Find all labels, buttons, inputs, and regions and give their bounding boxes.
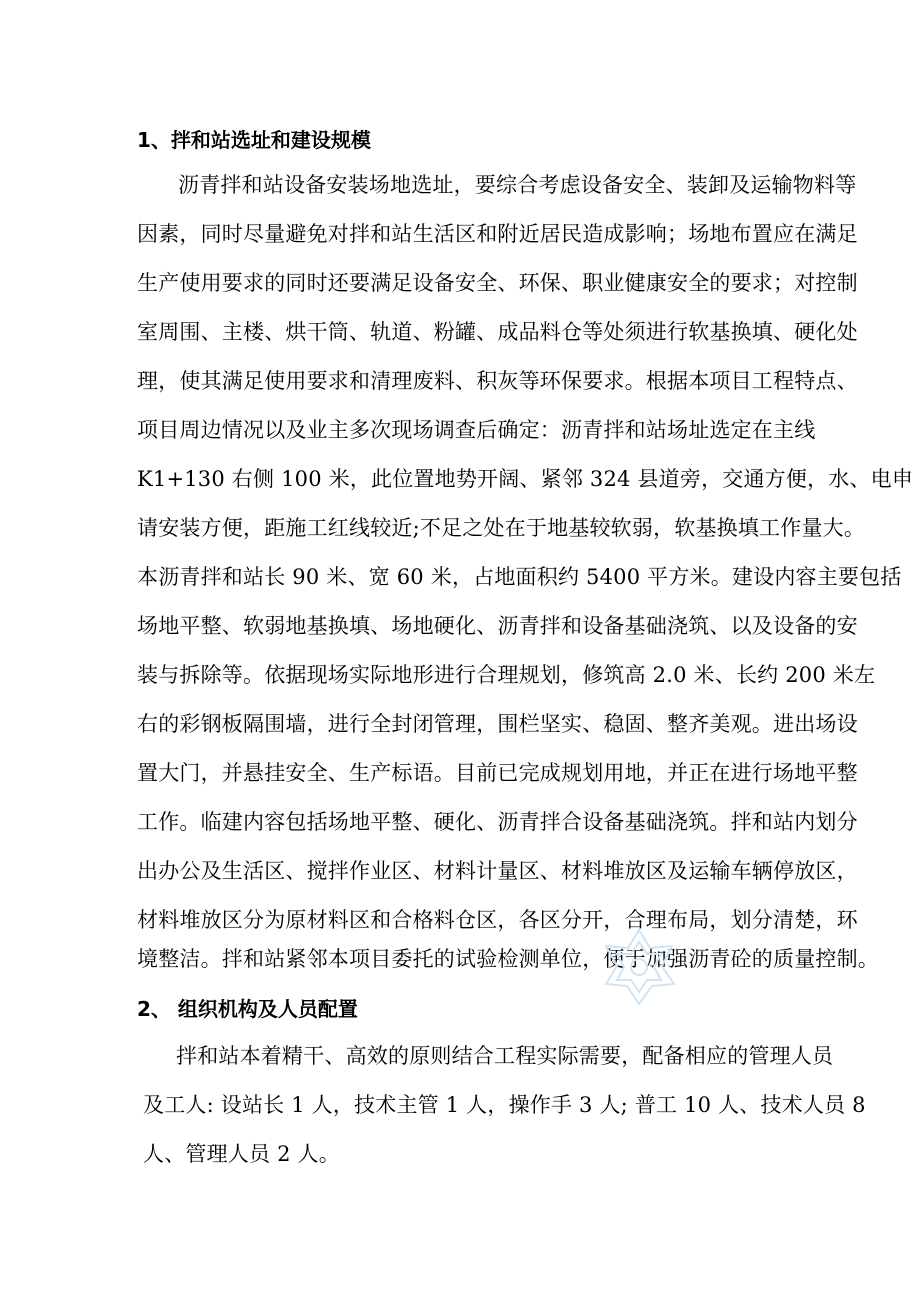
section-1-line: 因素，同时尽量避免对拌和站生活区和附近居民造成影响；场地布置应在满足 xyxy=(137,222,858,246)
section-1-line: 本沥青拌和站长 90 米、宽 60 米，占地面积约 5400 平方米。建设内容主要包括 xyxy=(137,565,902,589)
section-1-line: 材料堆放区分为原材料区和合格料仓区，各区分开，合理布局，划分清楚，环 xyxy=(137,908,858,932)
section-2-line: 拌和站本着精干、高效的原则结合工程实际需要，配备相应的管理人员 xyxy=(176,1044,834,1068)
section-1-line: 工作。临建内容包括场地平整、硬化、沥青拌合设备基础浇筑。拌和站内划分 xyxy=(137,810,858,834)
section-1-line: 理，使其满足使用要求和清理废料、积灰等环保要求。根据本项目工程特点、 xyxy=(137,369,858,393)
section-1-line: 室周围、主楼、烘干筒、轨道、粉罐、成品料仓等处须进行软基换填、硬化处 xyxy=(137,320,858,344)
section-1-line: K1+130 右侧 100 米，此位置地势开阔、紧邻 324 县道旁，交通方便，水、电申 xyxy=(137,467,914,491)
section-1-line: 项目周边情况以及业主多次现场调查后确定：沥青拌和站场址选定在主线 xyxy=(137,418,816,442)
section-1-line: 生产使用要求的同时还要满足设备安全、环保、职业健康安全的要求；对控制 xyxy=(137,271,858,295)
section-2-line: 人、管理人员 2 人。 xyxy=(143,1142,340,1166)
watermark-icon xyxy=(598,926,680,1008)
section-1-line: 装与拆除等。依据现场实际地形进行合理规划，修筑高 2.0 米、长约 200 米左 xyxy=(137,663,876,687)
section-2-heading: 2、 组织机构及人员配置 xyxy=(137,997,358,1021)
section-1-line: 沥青拌和站设备安装场地选址，要综合考虑设备安全、装卸及运输物料等 xyxy=(178,173,857,197)
section-1-line: 境整洁。拌和站紧邻本项目委托的试验检测单位，便于加强沥青砼的质量控制。 xyxy=(137,947,879,971)
section-2-line: 及工人: 设站长 1 人，技术主管 1 人，操作手 3 人; 普工 10 人、技术人员 8 xyxy=(143,1093,866,1117)
section-1-line: 场地平整、软弱地基换填、场地硬化、沥青拌和设备基础浇筑、以及设备的安 xyxy=(137,614,858,638)
section-1-line: 右的彩钢板隔围墙，进行全封闭管理，围栏坚实、稳固、整齐美观。进出场设 xyxy=(137,712,858,736)
section-1-heading: 1、拌和站选址和建设规模 xyxy=(137,128,371,152)
section-1-line: 请安装方便，距施工红线较近;不足之处在于地基较软弱，软基换填工作量大。 xyxy=(137,516,866,540)
section-1-line: 出办公及生活区、搅拌作业区、材料计量区、材料堆放区及运输车辆停放区， xyxy=(137,859,858,883)
section-1-line: 置大门，并悬挂安全、生产标语。目前已完成规划用地，并正在进行场地平整 xyxy=(137,761,858,785)
